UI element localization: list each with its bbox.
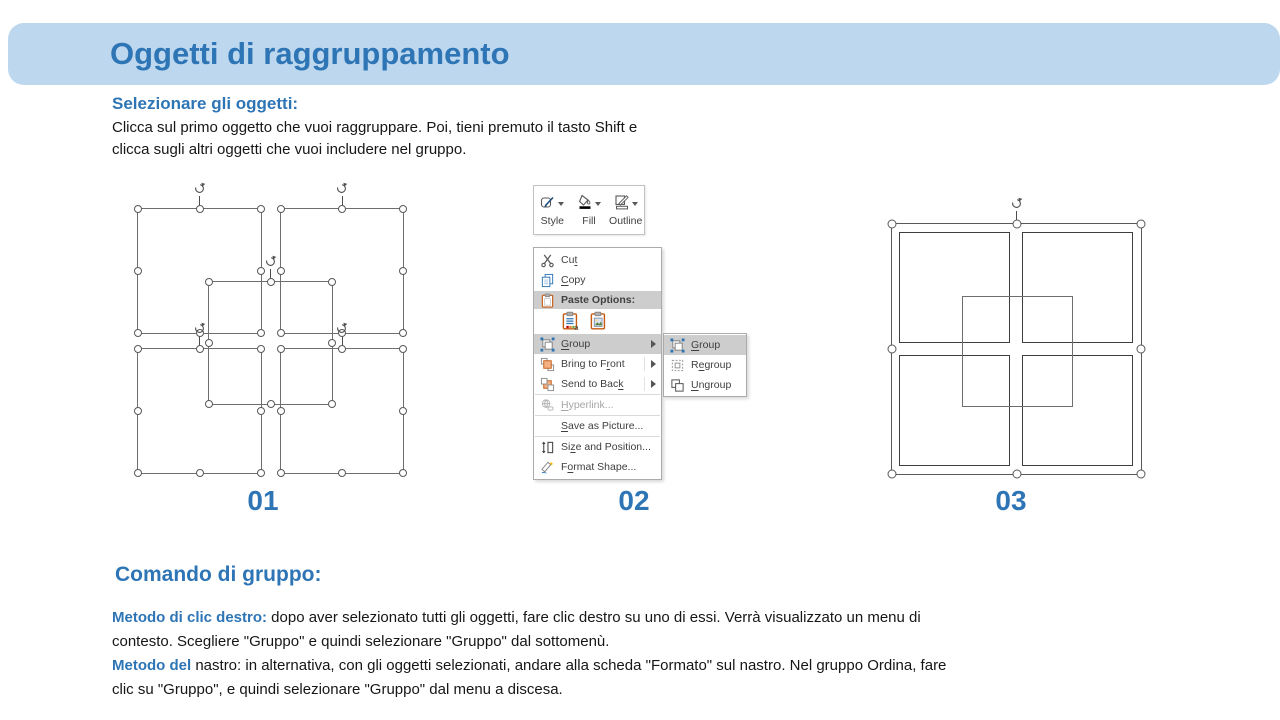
section-heading-group-command: Comando di gruppo: — [115, 563, 322, 586]
menu-item-bring-to-front[interactable] — [534, 354, 661, 374]
bring-front-icon — [539, 356, 555, 372]
svg-text:a: a — [573, 323, 579, 330]
mini-toolbar-icon-row — [577, 195, 601, 213]
menu-item-label-part: F — [561, 461, 568, 473]
menu-item-label-part: roup — [699, 339, 721, 351]
section-heading-select-objects: Selezionare gli oggetti: — [112, 94, 299, 113]
selection-handle[interactable] — [205, 278, 213, 286]
paste-options-label: Paste Options: — [561, 294, 636, 306]
selection-handle[interactable] — [267, 278, 275, 286]
selection-handle[interactable] — [399, 345, 407, 353]
menu-item-accelerator: z — [570, 441, 576, 453]
paragraph-text: clic su "Gruppo", e quindi selezionare "Gruppo" dal menu a discesa. — [112, 681, 563, 698]
selection-handle[interactable] — [257, 205, 265, 213]
selection-handle[interactable] — [277, 205, 285, 213]
group-icon — [539, 336, 555, 352]
selection-handle[interactable] — [257, 469, 265, 477]
copy-icon — [539, 272, 555, 288]
paragraph-ribbon-method — [112, 654, 946, 702]
menu-item-label-part: roup — [569, 338, 591, 350]
menu-item-accelerator: e — [698, 359, 705, 371]
selection-handle[interactable] — [399, 329, 407, 337]
submenu-arrow-icon — [651, 360, 656, 368]
menu-item-label-part: Bring to F — [561, 358, 607, 370]
selection-handle[interactable] — [257, 329, 265, 337]
selection-handle[interactable] — [328, 278, 336, 286]
hyperlink-icon — [539, 397, 555, 413]
selection-handle[interactable] — [338, 205, 346, 213]
cut-icon — [539, 252, 555, 268]
paragraph-text: nastro: in alternativa, con gli oggetti selezionati, andare alla scheda "Formato" sul nastro. Nel gruppo Ordina, fare — [191, 657, 947, 674]
menu-item-label — [691, 339, 720, 351]
mini-toolbar-button-label: Outline — [609, 215, 643, 227]
paste-picture-icon — [589, 311, 608, 333]
selection-handle[interactable] — [338, 469, 346, 477]
menu-item-icon-empty — [539, 418, 555, 434]
menu-item-cut[interactable] — [534, 250, 661, 270]
menu-item-label-part: Cu — [561, 254, 575, 266]
selection-handle[interactable] — [196, 469, 204, 477]
menu-item-accelerator: o — [567, 461, 574, 473]
selection-handle[interactable] — [399, 469, 407, 477]
selection-handle[interactable] — [328, 400, 336, 408]
rotation-handle-icon[interactable] — [193, 322, 207, 336]
selection-handle[interactable] — [267, 400, 275, 408]
selection-handle[interactable] — [277, 345, 285, 353]
menu-item-accelerator: G — [561, 338, 570, 350]
menu-item-accelerator: t — [574, 254, 578, 266]
selection-handle[interactable] — [1137, 220, 1146, 229]
regroup-icon — [669, 357, 685, 373]
selection-handle[interactable] — [328, 339, 336, 347]
menu-item-hyperlink[interactable] — [534, 395, 661, 415]
menu-item-label-part: Si — [561, 441, 571, 453]
rotation-handle-icon[interactable] — [335, 322, 349, 336]
outline-icon — [614, 194, 630, 215]
paragraph-lead: Metodo del — [112, 657, 192, 674]
rotation-handle-icon[interactable] — [193, 182, 207, 196]
send-back-icon — [539, 376, 555, 392]
page-title: Oggetti di raggruppamento — [110, 36, 510, 71]
menu-item-accelerator: C — [561, 274, 569, 286]
menu-item-copy[interactable] — [534, 270, 661, 290]
selection-handle[interactable] — [277, 329, 285, 337]
menu-item-label-part: ave as Picture... — [568, 420, 644, 432]
menu-item-accelerator: k — [618, 378, 624, 390]
menu-item-label-part: e and Position... — [575, 441, 651, 453]
selection-handle[interactable] — [257, 345, 265, 353]
mini-toolbar — [533, 185, 645, 235]
paste-icon — [539, 292, 555, 308]
selection-handle[interactable] — [277, 267, 285, 275]
menu-item-label-part: opy — [568, 274, 586, 286]
menu-item-label — [561, 461, 636, 473]
selection-handle[interactable] — [134, 329, 142, 337]
menu-item-label — [691, 359, 731, 371]
figure-label-03: 03 — [995, 485, 1027, 516]
selection-handle[interactable] — [257, 407, 265, 415]
menu-item-label-part: rmat Shape... — [573, 461, 637, 473]
selection-handle[interactable] — [399, 267, 407, 275]
menu-item-label — [561, 338, 590, 350]
selection-handle[interactable] — [134, 205, 142, 213]
selection-handle[interactable] — [399, 205, 407, 213]
dropdown-caret-icon — [558, 202, 564, 206]
selection-handle[interactable] — [134, 407, 142, 415]
rotation-handle-icon[interactable] — [264, 255, 278, 269]
paste-options-row — [534, 310, 661, 334]
menu-item-label-part: yperlink... — [568, 399, 614, 411]
group-icon — [669, 337, 685, 353]
rotation-handle-icon[interactable] — [335, 182, 349, 196]
figure-label-01: 01 — [247, 485, 279, 516]
submenu-divider — [644, 357, 645, 371]
menu-item-label — [561, 254, 577, 266]
mini-toolbar-outline-button[interactable] — [607, 186, 644, 234]
selection-handle[interactable] — [277, 407, 285, 415]
dropdown-caret-icon — [632, 202, 638, 206]
selection-handle[interactable] — [1137, 345, 1146, 354]
paste-options-header — [534, 291, 661, 309]
body-line: Clicca sul primo oggetto che vuoi raggruppare. Poi, tieni premuto il tasto Shift e — [112, 119, 638, 136]
menu-item-label-part: group — [704, 359, 732, 371]
menu-item-label — [691, 379, 731, 391]
selected-square-center[interactable] — [208, 281, 333, 405]
submenu-divider — [644, 377, 645, 391]
submenu-item-group[interactable] — [664, 335, 746, 355]
paragraph-text: dopo aver selezionato tutti gli oggetti, fare clic destro su uno di essi. Verrà visualizzato un menu di — [267, 609, 921, 626]
paste-picture-button[interactable] — [588, 312, 608, 332]
mini-toolbar-style-button[interactable] — [534, 186, 571, 234]
menu-item-label — [561, 358, 625, 370]
menu-item-accelerator: U — [691, 379, 699, 391]
menu-item-label — [561, 420, 643, 432]
section-body-select-objects — [112, 117, 637, 161]
paragraph-lead: Metodo di clic destro: — [112, 609, 268, 626]
figure-label-02: 02 — [618, 485, 650, 516]
group-submenu — [663, 333, 747, 397]
selection-handle[interactable] — [888, 220, 897, 229]
size-position-icon — [539, 439, 555, 455]
submenu-arrow-icon — [651, 340, 656, 348]
menu-item-label-part: ont — [610, 358, 625, 370]
body-line: clicca sugli altri oggetti che vuoi includere nel gruppo. — [112, 141, 467, 158]
selection-handle[interactable] — [888, 345, 897, 354]
style-icon — [540, 194, 556, 215]
format-shape-icon — [539, 459, 555, 475]
selection-handle[interactable] — [1012, 470, 1021, 479]
menu-item-send-to-back[interactable] — [534, 374, 661, 394]
menu-item-label — [561, 274, 586, 286]
selection-handle[interactable] — [196, 205, 204, 213]
selection-handle[interactable] — [134, 469, 142, 477]
paragraph-right-click-method — [112, 606, 921, 654]
menu-item-label-part: ngroup — [698, 379, 732, 391]
selection-handle[interactable] — [399, 407, 407, 415]
menu-item-size-and-position[interactable] — [534, 437, 661, 457]
mini-toolbar-icon-row — [614, 195, 638, 213]
paste-keep-formatting-button[interactable] — [560, 312, 580, 332]
selection-handle[interactable] — [196, 345, 204, 353]
menu-item-format-shape[interactable] — [534, 457, 661, 477]
selection-handle[interactable] — [134, 345, 142, 353]
menu-item-save-as-picture[interactable] — [534, 416, 661, 436]
mini-toolbar-icon-row — [540, 195, 564, 213]
menu-item-label — [561, 378, 623, 390]
selection-handle[interactable] — [1012, 220, 1021, 229]
ungroup-icon — [669, 377, 685, 393]
menu-item-label — [561, 399, 614, 411]
menu-item-label — [561, 441, 651, 453]
menu-item-accelerator: G — [691, 339, 700, 351]
fill-icon — [577, 194, 593, 215]
selection-handle[interactable] — [1137, 470, 1146, 479]
submenu-item-regroup[interactable] — [664, 355, 746, 375]
menu-item-group[interactable] — [534, 334, 661, 354]
menu-item-accelerator: r — [606, 358, 611, 370]
menu-item-label-part: R — [691, 359, 699, 371]
mini-toolbar-fill-button[interactable] — [571, 186, 608, 234]
dropdown-caret-icon — [595, 202, 601, 206]
paragraph-text: contesto. Scegliere "Gruppo" e quindi selezionare "Gruppo" dal sottomenù. — [112, 633, 610, 650]
submenu-arrow-icon — [651, 380, 656, 388]
grouped-square-center[interactable] — [962, 296, 1073, 407]
selection-handle[interactable] — [277, 469, 285, 477]
selection-handle[interactable] — [205, 400, 213, 408]
rotation-handle-icon[interactable] — [1010, 197, 1024, 211]
mini-toolbar-button-label: Style — [540, 215, 564, 227]
paste-keep-formatting-icon — [561, 311, 580, 333]
context-menu — [533, 247, 662, 480]
menu-item-accelerator: S — [561, 420, 569, 432]
selection-handle[interactable] — [888, 470, 897, 479]
menu-item-label-part: Send to Bac — [561, 378, 619, 390]
submenu-item-ungroup[interactable] — [664, 375, 746, 395]
selection-handle[interactable] — [205, 339, 213, 347]
mini-toolbar-button-label: Fill — [582, 215, 596, 227]
selection-handle[interactable] — [338, 345, 346, 353]
menu-item-accelerator: H — [561, 399, 569, 411]
selection-handle[interactable] — [134, 267, 142, 275]
